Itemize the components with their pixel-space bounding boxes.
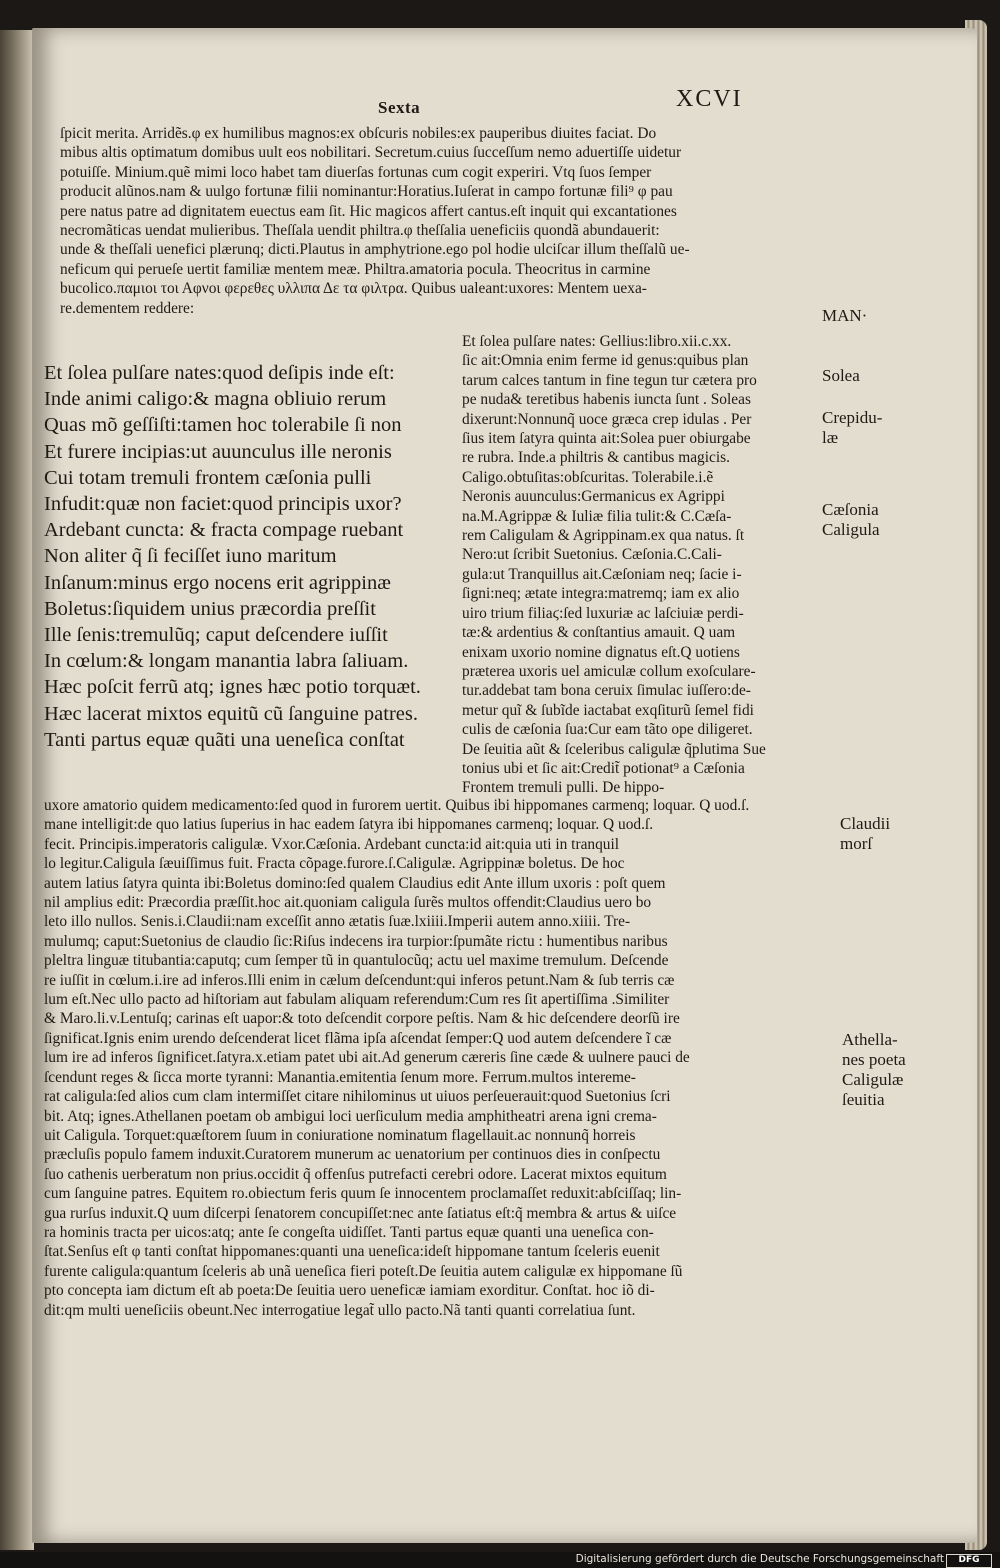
verse-line: Inſanum:minus ergo nocens erit agrippinæ [44,571,391,594]
margin-note [822,408,882,448]
margin-note-line: Solea [822,366,860,385]
commentary-line: præcluſis populo famem induxit.Curatorem munerum ac uenatorium per continuos dies in conſpectu [44,1146,661,1164]
margin-note-line: Athella- [842,1030,898,1049]
commentary-line: cum ſanguine patres. Equitem ro.obiectum feris quum ſe innocentem proclamaſſet reduxit:abſciſſaq; lin- [44,1185,682,1203]
margin-note [822,306,867,326]
running-title: Sexta [378,98,421,117]
margin-note [822,366,860,386]
commentary-line: furente caligula:quantum ſceleris ab unã ueneſica fieri poteſt.De ſeuitia autem caligulæ ex hippomane ſũ [44,1262,683,1280]
commentary-line: tonius ubi et ſic ait:Credit̃ potionat⁹ a Cæſonia [462,759,745,777]
commentary-line: Neronis auunculus:Germanicus ex Agrippi [462,488,725,506]
commentary-line: metur quĩ & ſubĩde iactabat exqſiturũ ſemel fidi [462,701,754,719]
commentary-line: dixerunt:Nonnunq̃ uoce græca crep idulas . Per [462,410,752,428]
commentary-line: Frontem tremuli pulli. De hippo- [462,779,665,797]
commentary-line: Caligo.obtuſitas:obſcuritas. Tolerabile.i.ẽ [462,468,714,486]
folio-number: XCVI [676,86,743,112]
commentary-line: gua rurſus induxit.Q uum diſcerpi ſenatorem concupiſſet:nec ante ſatiatus eſt:q̃ membra & artus & uiſce [44,1204,677,1222]
commentary-line: unde & theſſali uenefici plærunq; dicti.Plautus in amphytrione.ego pol hodie ulciſcar illum theſſalũ ue- [60,241,690,259]
footer-credit: Digitalisierung gefördert durch die Deutsche Forschungsgemeinschaft [575,1553,944,1565]
commentary-line: na.M.Agrippæ & Iuliæ filia tulit:& C.Cæſa- [462,507,732,525]
commentary-line: Nero:ut ſcribit Suetonius. Cæſonia.C.Cali- [462,546,722,564]
margin-note-line: nes poeta [842,1050,906,1069]
verse-line: Et ſolea pulſare nates:quod deſipis inde eſt: [44,362,395,384]
commentary-line: pto concepta iam dictum eſt ab poeta:De ſeuitia uero ueneficæ iamiam exorditur. Conſtat. hoc iõ di- [44,1282,655,1300]
commentary-line: producit alũnos.nam & uulgo fortunæ filii nominantur:Horatius.Iuſerat in campo fortunæ fili⁹ φ pau [60,183,673,201]
margin-note-line: MAN· [822,306,868,325]
verse-line: Hæc lacerat mixtos equitũ cũ ſanguine patres. [44,702,419,725]
verse-line: Ardebant cuncta: & fracta compage ruebant [44,519,404,542]
commentary-line: uxore amatorio quidem medicamento:ſed quod in furorem uertit. Quibus ibi hippomanes carmenq; loquar. Q uod.ſ. [44,797,750,814]
verse-line: Infudit:quæ non faciet:quod principis uxor? [44,493,402,516]
commentary-line: dit:qm multi ueneſiciis obeunt.Nec interrogatiue legat̃ ullo pacto.Nã tanti quanti correlatiua ſunt. [44,1301,636,1319]
margin-note [840,814,890,854]
commentary-line: præterea uxoris uel amiculæ collum exoſculare- [462,662,756,680]
commentary-line: pe nuda& teretibus habenis iuncta ſunt . Soleas [462,391,751,409]
commentary-line: bit. Atq; ignes.Athellanen poetam ob ambigui loci uerſiculum media amphitheatri arena igni crema- [44,1107,657,1125]
margin-note-line: Caligulæ [842,1070,904,1089]
verse-line: Quas mõ geſſiſti:tamen hoc tolerabile ſi non [44,414,402,437]
commentary-line: ſigni:neq; ætate integra:matremq; iam ex alio [462,585,740,603]
margin-note-line: læ [822,428,839,447]
commentary-line: lum eſt.Nec ullo pacto ad hiſtoriam aut fabulam aliquam referendum:Cum res ſit apertiſſima .Similiter [44,991,670,1009]
commentary-line: ra hominis tracta per uicos:atq; ante ſe congeſta uidiſſet. Tanti partus equæ quanti una ueneſica con- [44,1223,654,1241]
margin-note-line: Caligula [822,520,880,539]
commentary-line: fecit. Principis.imperatoris caligulæ. Vxor.Cæſonia. Ardebant cuncta:id ait:quia uti in tranquil [44,835,620,853]
commentary-line: neficum qui perueſe uertit familiæ mentem meæ. Philtra.amatoria pocula. Theocritus in carmine [60,260,651,278]
facing-page-edge [0,30,34,1550]
commentary-line: leto illo nullos. Senis.i.Claudii:nam exceſſit anno ætatis ſuæ.lxiiii.Imperii autem anno.xiiii. Tre- [44,913,631,931]
margin-note-line: morſ [840,834,873,853]
commentary-line: pere natus patre ad dignitatem euectus eam ſit. Hic magicos affert cantus.eſt inquit qui excantationes [60,202,677,220]
verse-line: Cui totam tremuli frontem cæſonia pulli [44,466,372,489]
commentary-line: Et ſolea pulſare nates: Gellius:libro.xii.c.xx. [462,333,732,350]
commentary-line: lum ire ad inferos ſignificet.ſatyra.x.etiam patet ubi ait.Ad generum cæreris ſine cæde & uulnere pauci de [44,1049,690,1067]
commentary-line: gula:ut Tranquillus ait.Cæſoniam neq; ſacie i- [462,565,742,583]
commentary-line: ſignificat.Ignis enim urendo deſcenderat licet flãma ipſa aſcendat ſemper:Q uod autem deſcendere ĩ cæ [44,1029,672,1047]
commentary-line: rat caligula:ſed alios cum clam intermiſſet citare nihilominus ut uiuos perſeuerauit:quod Suetonius ſcri [44,1088,671,1106]
commentary-line: ſpicit merita. Arridẽs.φ ex humilibus magnos:ex obſcuris nobiles:ex pauperibus diuites faciat. Do [60,125,657,142]
commentary-line: lo legitur.Caligula ſæuiſſimus fuit. Fracta cõpage.furore.ſ.Caligulæ. Agrippinæ boletus. De hoc [44,855,625,873]
commentary-line: ſic ait:Omnia enim ferme id genus:quibus plan [462,352,749,370]
commentary-line: tur.addebat tam bona ceruix ſimulac iuſſero:de- [462,682,751,700]
commentary-line: mane intelligit:de quo latius ſuperius in hac eadem ſatyra ibi hippomanes carmenq; loquar. Q uod.ſ. [44,816,654,834]
commentary-line: tæ:& ardentius & conſtantius amauit. Q uam [462,624,736,642]
margin-note [822,500,880,540]
dfg-logo: DFG [946,1554,992,1568]
verse-text [44,360,454,753]
top-commentary [60,124,820,318]
commentary-line: pleltra linguæ titubantia:caputq; cum ſemper tũ in quantulocũq; actu uel maxime tremulum. Deſcende [44,952,669,970]
commentary-line: bucolico.παμιοι τοι Αφνοι φερεθες υλλιπα Δε τα φιλτρα. Quibus ualeant:uxores: Mentem uexa- [60,280,647,298]
commentary-line: culis de cæſonia ſua:Cur eam tãto ope diligeret. [462,721,753,739]
margin-note-line: Crepidu- [822,408,883,427]
commentary-line: uiro trium filiaϛ:ſed luxuriæ ac laſciuiæ perdi- [462,604,744,622]
commentary-line: enixam uxorio nomine dignatus eſt.Q uotiens [462,643,740,661]
verse-line: Inde animi caligo:& magna obliuio rerum [44,388,387,411]
commentary-line: De ſeuitia aũt & ſceleribus caligulæ q̃plutima Sue [462,740,766,758]
commentary-line: & Maro.li.v.Lentuſq; carinas eſt uapor:& toto deſcendit corpore peſtis. Nam & hic deſcendere deorſũ ire [44,1010,680,1028]
commentary-line: re iuſſit in cœlum.i.ire ad inferos.Illi enim in cælum deſcendunt:qui inferos petunt.Nam & ſub terris cæ [44,971,675,989]
commentary-line: re.dementem reddere: [60,299,195,317]
commentary-line: rem Caligulam & Agrippinam.ex qua natus. ſt [462,527,745,545]
commentary-line: uit Caligula. Torquet:quæſtorem ſuum in coniuratione nominatum flagellauit.ac nonnunq̃ horreis [44,1126,636,1144]
commentary-line: re rubra. Inde.a philtris & cantibus magicis. [462,449,730,467]
commentary-line: potuiſſe. Minium.quẽ mimi loco habet tam diuerſas fortunas cum cogit experiri. Vtq ſuos ſemper [60,163,652,181]
verse-line: Non aliter q̃ ſi feciſſet iuno maritum [44,545,337,568]
verse-line: Ille ſenis:tremulũq; caput deſcendere iuſſit [44,624,388,647]
side-commentary [462,332,812,798]
verse-line: In cœlum:& longam manantia labra ſaliuam. [44,650,409,673]
verse-line: Et furere incipias:ut auunculus ille neronis [44,440,392,463]
margin-note [842,1030,906,1110]
commentary-line: necromãticas uendat mulieribus. Theſſala uendit philtra.φ theſſalia ueneficiis quondã abundauerit: [60,222,660,240]
commentary-line: autem latius ſatyra quinta ibi:Boletus domino:ſed qualem Claudius edit Ante illum uxoris : poſt quem [44,874,666,892]
commentary-line: ſtat.Senſus eſt φ tanti conſtat hippomanes:quanti una ueneſica:ideſt hippomane tantum ſceleris euenit [44,1243,660,1261]
verse-line: Boletus:ſiquidem unius præcordia preſſit [44,597,376,620]
margin-note-line: Claudii [840,814,891,833]
commentary-line: ſuo cathenis uerberatum non prius.occidit q̃ offenſus putrefacti cerebri odore. Lacerat mixtos equitum [44,1165,667,1183]
commentary-line: mibus altis optimatum domibus uult eos nobilitari. Secretum.cuius ſucceſſum nemo aduertiſſe uidetur [60,144,682,162]
commentary-line: ſius item ſatyra quinta ait:Solea puer obiurgabe [462,430,751,448]
commentary-line: nil amplius edit: Præcordia præſſit.hoc ait.quoniam caligula ſurẽs multos offendit:Claudius uero bo [44,894,652,912]
commentary-line: tarum calces tantum in fine tegun tur cætera pro [462,371,757,389]
bottom-commentary [44,796,824,1320]
commentary-line: ſcendunt reges & ſicca morte tyranni: Manantia.emitentia ſenum more. Ferrum.multos intereme- [44,1068,636,1086]
commentary-line: mulumq; caput:Suetonius de claudio ſic:Riſus indecens ira turpior:ſpumãte rictu : humentibus naribus [44,932,668,950]
margin-note-line: ſeuitia [842,1090,885,1109]
margin-note-line: Cæſonia [822,500,879,519]
verse-line: Hæc poſcit ferrũ atq; ignes hæc potio torquæt. [44,676,421,699]
verse-line: Tanti partus equæ quãti una ueneſica conſtat [44,728,405,751]
